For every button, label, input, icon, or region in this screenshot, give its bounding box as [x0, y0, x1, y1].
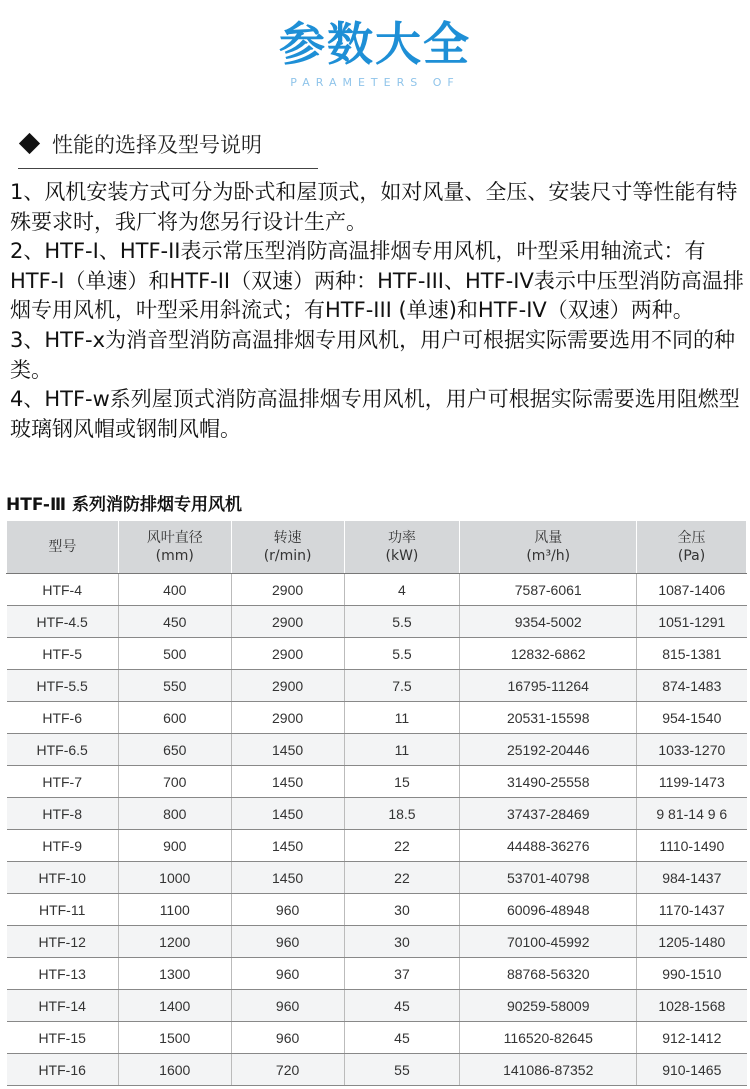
table-row — [7, 702, 747, 734]
table-cell: HTF-12 — [7, 926, 119, 958]
table-cell: 45 — [344, 990, 460, 1022]
table-cell: 20531-15598 — [460, 702, 637, 734]
table-cell: 7587-6061 — [460, 574, 637, 606]
table-cell: 22 — [344, 830, 460, 862]
table-row — [7, 766, 747, 798]
table-cell: HTF-16 — [7, 1054, 119, 1086]
page-subtitle: PARAMETERS OF — [290, 76, 460, 89]
table-cell: 1450 — [231, 798, 344, 830]
table-cell: 1110-1490 — [637, 830, 747, 862]
table-row — [7, 894, 747, 926]
table-cell: 141086-87352 — [460, 1054, 637, 1086]
table-cell: 1450 — [231, 766, 344, 798]
table-cell: 5.5 — [344, 606, 460, 638]
table-row — [7, 926, 747, 958]
table-cell: 31490-25558 — [460, 766, 637, 798]
table-cell: 800 — [118, 798, 231, 830]
table-cell: 60096-48948 — [460, 894, 637, 926]
column-name: 全压 — [677, 530, 706, 546]
column-unit: (Pa) — [677, 548, 706, 564]
paragraph-2: 2、HTF-I、HTF-II表示常压型消防高温排烟专用风机，叶型采用轴流式：有HTF-I（单速）和HTF-II（双速）两种：HTF-III、HTF-IV表示中压型消防高温排烟专用风机，叶型采用斜流式；有HTF-III (单速)和HTF-IV（双速）两种。 — [10, 239, 744, 323]
table-cell: 960 — [231, 990, 344, 1022]
table-cell: 1000 — [118, 862, 231, 894]
table-cell: 815-1381 — [637, 638, 747, 670]
table-cell: 954-1540 — [637, 702, 747, 734]
page-title: 参数大全 — [279, 17, 471, 71]
table-cell: 1600 — [118, 1054, 231, 1086]
table-cell: 30 — [344, 926, 460, 958]
column-name: 转速 — [273, 530, 302, 546]
table-cell: 116520-82645 — [460, 1022, 637, 1054]
paragraph-4: 4、HTF-w系列屋顶式消防高温排烟专用风机，用户可根据实际需要选用阻燃型玻璃钢风帽或钢制风帽。 — [10, 387, 740, 441]
table-header-row — [7, 521, 747, 574]
table-cell: 450 — [118, 606, 231, 638]
page-header — [0, 0, 750, 110]
table-cell: 1199-1473 — [637, 766, 747, 798]
table-cell: 1033-1270 — [637, 734, 747, 766]
table-cell: 88768-56320 — [460, 958, 637, 990]
column-header — [231, 521, 344, 574]
section-heading — [18, 128, 318, 169]
table-cell: 22 — [344, 862, 460, 894]
table-cell: 1200 — [118, 926, 231, 958]
table-cell: 720 — [231, 1054, 344, 1086]
table-cell: 1400 — [118, 990, 231, 1022]
table-cell: HTF-7 — [7, 766, 119, 798]
table-cell: 960 — [231, 958, 344, 990]
table-cell: 990-1510 — [637, 958, 747, 990]
table-cell: 1450 — [231, 734, 344, 766]
table-cell: 30 — [344, 894, 460, 926]
table-cell: 11 — [344, 734, 460, 766]
column-unit: (mm) — [155, 548, 194, 564]
table-row — [7, 574, 747, 606]
table-row — [7, 638, 747, 670]
table-cell: 2900 — [231, 606, 344, 638]
table-cell: 9 81-14 9 6 — [637, 798, 747, 830]
table-row — [7, 862, 747, 894]
column-header — [460, 521, 637, 574]
table-cell: HTF-14 — [7, 990, 119, 1022]
table-row — [7, 830, 747, 862]
table-cell: 7.5 — [344, 670, 460, 702]
column-unit: (r/min) — [263, 548, 312, 564]
table-row — [7, 734, 747, 766]
table-cell: 400 — [118, 574, 231, 606]
table-cell: HTF-4 — [7, 574, 119, 606]
table-cell: 37437-28469 — [460, 798, 637, 830]
table-cell: HTF-9 — [7, 830, 119, 862]
table-cell: 1028-1568 — [637, 990, 747, 1022]
table-cell: 1051-1291 — [637, 606, 747, 638]
column-unit: (m³/h) — [526, 548, 571, 564]
table-cell: HTF-13 — [7, 958, 119, 990]
table-cell: 45 — [344, 1022, 460, 1054]
paragraph-1: 1、风机安装方式可分为卧式和屋顶式，如对风量、全压、安装尺寸等性能有特殊要求时，我厂将为您另行设计生产。 — [10, 180, 738, 234]
table-cell: 53701-40798 — [460, 862, 637, 894]
column-name: 功率 — [387, 530, 416, 546]
table-cell: 650 — [118, 734, 231, 766]
table-cell: HTF-8 — [7, 798, 119, 830]
table-title: HTF-Ⅲ 系列消防排烟专用风机 — [6, 495, 242, 515]
table-cell: 4 — [344, 574, 460, 606]
table-cell: HTF-5.5 — [7, 670, 119, 702]
section-title: 性能的选择及型号说明 — [52, 133, 262, 157]
diamond-bullet-icon — [19, 133, 40, 154]
column-header — [118, 521, 231, 574]
column-unit: (kW) — [385, 548, 419, 564]
table-cell: HTF-6 — [7, 702, 119, 734]
table-cell: 70100-45992 — [460, 926, 637, 958]
table-cell: 16795-11264 — [460, 670, 637, 702]
table-cell: 984-1437 — [637, 862, 747, 894]
column-name: 风量 — [534, 530, 563, 546]
table-cell: 12832-6862 — [460, 638, 637, 670]
table-cell: 700 — [118, 766, 231, 798]
table-cell: HTF-15 — [7, 1022, 119, 1054]
description-text — [10, 178, 748, 444]
paragraph-3: 3、HTF-x为消音型消防高温排烟专用风机，用户可根据实际需要选用不同的种类。 — [10, 327, 736, 382]
table-cell: 550 — [118, 670, 231, 702]
column-name: 风叶直径 — [146, 530, 203, 546]
table-cell: 960 — [231, 1022, 344, 1054]
table-row — [7, 670, 747, 702]
spec-table — [6, 520, 747, 1086]
table-row — [7, 990, 747, 1022]
table-cell: 1300 — [118, 958, 231, 990]
table-cell: 1170-1437 — [637, 894, 747, 926]
table-cell: 55 — [344, 1054, 460, 1086]
table-cell: 1450 — [231, 862, 344, 894]
table-cell: HTF-10 — [7, 862, 119, 894]
table-cell: 1087-1406 — [637, 574, 747, 606]
table-cell: 25192-20446 — [460, 734, 637, 766]
column-name: 型号 — [48, 539, 77, 555]
table-row — [7, 1022, 747, 1054]
table-cell: 600 — [118, 702, 231, 734]
table-cell: 37 — [344, 958, 460, 990]
table-cell: 9354-5002 — [460, 606, 637, 638]
table-row — [7, 1054, 747, 1086]
table-cell: 2900 — [231, 702, 344, 734]
table-cell: 15 — [344, 766, 460, 798]
table-cell: HTF-6.5 — [7, 734, 119, 766]
table-cell: HTF-11 — [7, 894, 119, 926]
table-cell: 912-1412 — [637, 1022, 747, 1054]
table-cell: HTF-4.5 — [7, 606, 119, 638]
table-cell: 5.5 — [344, 638, 460, 670]
table-cell: 18.5 — [344, 798, 460, 830]
table-cell: 2900 — [231, 638, 344, 670]
table-cell: 1100 — [118, 894, 231, 926]
table-cell: 900 — [118, 830, 231, 862]
table-cell: 910-1465 — [637, 1054, 747, 1086]
table-cell: 2900 — [231, 574, 344, 606]
table-cell: 960 — [231, 894, 344, 926]
table-cell: 874-1483 — [637, 670, 747, 702]
table-cell: 1500 — [118, 1022, 231, 1054]
table-cell: HTF-5 — [7, 638, 119, 670]
column-header — [7, 521, 119, 574]
column-header — [637, 521, 747, 574]
table-row — [7, 798, 747, 830]
table-cell: 1450 — [231, 830, 344, 862]
table-cell: 44488-36276 — [460, 830, 637, 862]
table-cell: 90259-58009 — [460, 990, 637, 1022]
table-row — [7, 958, 747, 990]
table-body — [7, 574, 747, 1086]
table-cell: 11 — [344, 702, 460, 734]
table-cell: 960 — [231, 926, 344, 958]
table-cell: 500 — [118, 638, 231, 670]
table-cell: 2900 — [231, 670, 344, 702]
column-header — [344, 521, 460, 574]
table-row — [7, 606, 747, 638]
table-cell: 1205-1480 — [637, 926, 747, 958]
